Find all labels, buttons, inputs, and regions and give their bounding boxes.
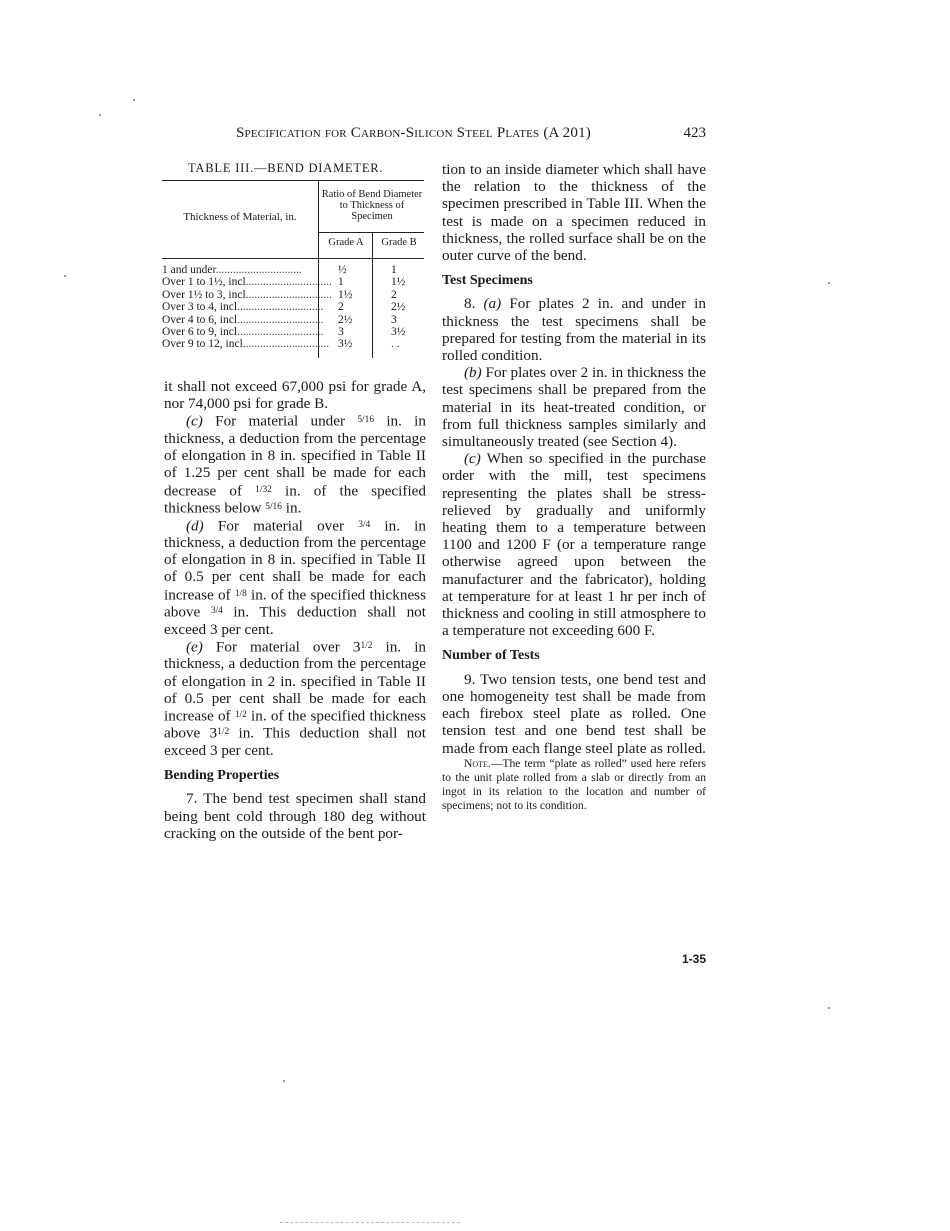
- scan-speck: [99, 114, 101, 116]
- section-heading: Test Specimens: [442, 273, 533, 289]
- cell-thickness: Over 9 to 12, incl: [162, 338, 243, 351]
- header-title: Specification for Carbon-Silicon Steel Plates (A 201): [236, 125, 591, 141]
- table-row: Over 4 to 6, incl.............................. 2½ 3: [162, 315, 424, 327]
- cell-grade-a: 3½: [338, 338, 353, 351]
- paragraph: it shall not exceed 67,000 psi for grade A, nor 74,000 psi for grade B.: [164, 378, 426, 413]
- cell-grade-b: 1: [391, 264, 397, 276]
- cell-grade-a: 2: [338, 301, 344, 314]
- paragraph: tion to an inside diameter which shall have the relation to the thickness of the specimen prescribed in Table III. When the test is made on a specimen reduced in thickness, the rolled surface shall be on the outer curve of the bend.: [442, 161, 706, 265]
- note: Note.—The term “plate as rolled” used here refers to the unit plate rolled from a slab or directly from an ingot in its relation to the location and number of specimens; not to its condition.: [442, 756, 706, 812]
- table-subheader-rule: [318, 232, 424, 233]
- cell-thickness: Over 3 to 4, incl: [162, 301, 238, 314]
- scan-speck: [133, 99, 135, 101]
- cell-thickness: Over 4 to 6, incl: [162, 313, 238, 326]
- table-row: Over 9 to 12, incl.............................. 3½ . .: [162, 339, 424, 351]
- cell-thickness: Over 1 to 1½, incl: [162, 276, 246, 289]
- scan-speck: [828, 1007, 830, 1009]
- scan-speck: [64, 275, 66, 277]
- left-column: [164, 378, 426, 842]
- header-grade-a: Grade A: [328, 237, 364, 248]
- cell-grade-b: 3½: [391, 325, 406, 338]
- cell-grade-b: 1½: [391, 276, 406, 289]
- section-heading: Number of Tests: [442, 648, 540, 664]
- cell-grade-a: ½: [338, 264, 347, 276]
- table-rule-top: [162, 180, 424, 181]
- paragraph-b: (b) For plates over 2 in. in thickness the test specimens shall be prepared from the material in its heat-treated condition, or from full thickness samples similarly and simultaneously treated (see Section 4).: [442, 364, 706, 451]
- cell-grade-a: 1½: [338, 288, 353, 301]
- scan-speck: [828, 282, 830, 284]
- scan-speck: [283, 1080, 285, 1082]
- cell-grade-a: 2½: [338, 313, 353, 326]
- table-row: 1 and under.............................. ½ 1: [162, 265, 424, 277]
- header-thickness: Thickness of Material, in.: [183, 211, 297, 223]
- section-heading: Bending Properties: [164, 768, 280, 784]
- table-caption: TABLE III.—BEND DIAMETER.: [188, 161, 384, 175]
- cell-grade-b: 2: [391, 288, 397, 301]
- cell-grade-b: 2½: [391, 301, 406, 314]
- table-rule-mid: [162, 258, 424, 259]
- cell-thickness: 1 and under: [162, 264, 216, 276]
- paragraph: 7. The bend test specimen shall stand being bent cold through 180 deg without cracking on the outside of the bent por-: [164, 790, 426, 842]
- header-grade-b: Grade B: [381, 237, 417, 248]
- paragraph-c: (c) For material under $^{5/16}$ in. in thickness, a deduction from the percentage of elongation in 8 in. specified in Table II of 1.25 per cent shall be made for each decrease of $^{1/32}$ in. of the specified thickness below $^{5/16}$ in.: [164, 412, 426, 517]
- right-column: [442, 161, 706, 813]
- page-code: 1-35: [682, 952, 707, 966]
- cell-thickness: Over 6 to 9, incl: [162, 325, 238, 338]
- page-number: 423: [683, 125, 706, 141]
- paragraph-d: (d) For material over $^{3/4}$ in. in thickness, a deduction from the percentage of elongation in 8 in. specified in Table II of 0.5 per cent shall be made for each increase of $^{1/8}$ in. of the specified thickness above $^{3/4}$ in. This deduction shall not exceed 3 per cent.: [164, 516, 427, 638]
- cell-grade-b: . .: [391, 338, 400, 351]
- table-body: [162, 265, 424, 352]
- paragraph-c: (c) When so specified in the purchase order with the mill, test specimens representing the plates shall be stress-relieved by gradually and uniformly heating them to a temperature between 1100 and 1200 F (or a temperature range otherwise agreed upon between the manufacturer and the fabricator), holding at temperature for at least 1 hr per inch of thickness and cooling in still atmosphere to a temperature not exceeding 600 F.: [442, 450, 706, 640]
- cell-grade-b: 3: [391, 313, 397, 326]
- cell-grade-a: 3: [338, 325, 344, 338]
- paragraph-a: 8. (a) For plates 2 in. and under in thickness the test specimens shall be prepared for testing from the material in its rolled condition.: [442, 295, 706, 365]
- header-ratio: Ratio of Bend Diameter to Thickness of Specimen: [321, 189, 423, 222]
- table-row: Over 1½ to 3, incl.............................. 1½ 2: [162, 290, 424, 302]
- paragraph-e: (e) For material over $3^{1/2}$ in. in thickness, a deduction from the percentage of elongation in 2 in. specified in Table II of 0.5 per cent shall be made for each increase of $^{1/2}$ in. of the specified thickness above $3^{1/2}$ in. This deduction shall not exceed 3 per cent.: [164, 638, 427, 759]
- table-row: Over 1 to 1½, incl.............................. 1 1½: [162, 277, 424, 289]
- scan-artifact: [280, 1222, 460, 1223]
- table-row: Over 6 to 9, incl.............................. 3 3½: [162, 327, 424, 339]
- cell-thickness: Over 1½ to 3, incl: [162, 288, 246, 301]
- table-row: Over 3 to 4, incl.............................. 2 2½: [162, 302, 424, 314]
- paragraph: 9. Two tension tests, one bend test and one homogeneity test shall be made from each firebox steel plate as rolled. One tension test and one bend test shall be made from each flange steel plate as rolled.: [442, 670, 706, 757]
- cell-grade-a: 1: [338, 276, 344, 289]
